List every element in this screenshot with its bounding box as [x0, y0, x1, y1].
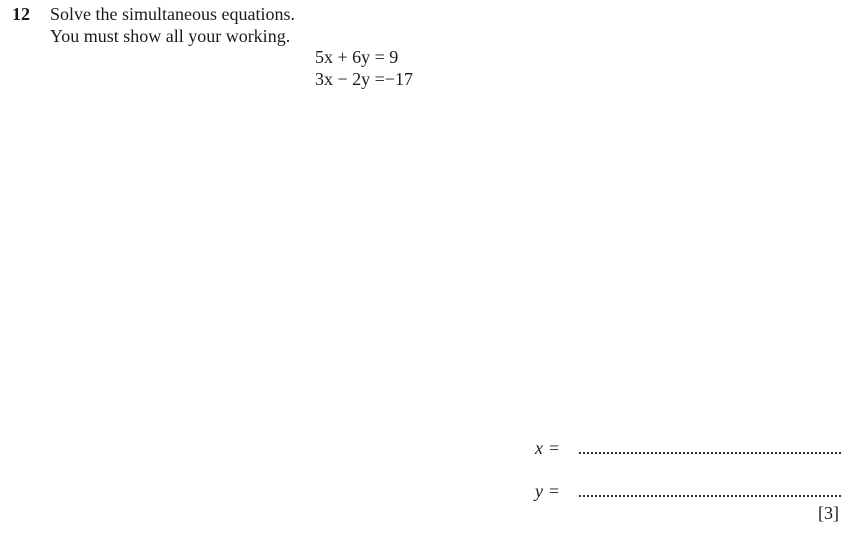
- answer-x-equals: =: [549, 438, 560, 458]
- answer-y-label: y: [535, 481, 543, 501]
- answer-y-field[interactable]: [579, 483, 841, 497]
- equation-2: 3x − 2y =−17: [315, 69, 413, 89]
- question-number: 12: [12, 4, 30, 24]
- answer-y-row: [535, 481, 841, 502]
- answer-x-row: [535, 438, 841, 459]
- answer-y-equals: =: [549, 481, 560, 501]
- answer-x-label: x: [535, 438, 543, 458]
- equation-1: 5x + 6y = 9: [315, 47, 399, 67]
- marks-label: [3]: [818, 503, 839, 523]
- instruction-line-1: Solve the simultaneous equations.: [50, 4, 295, 24]
- instruction-line-2: You must show all your working.: [50, 26, 291, 46]
- answer-x-field[interactable]: [579, 440, 841, 454]
